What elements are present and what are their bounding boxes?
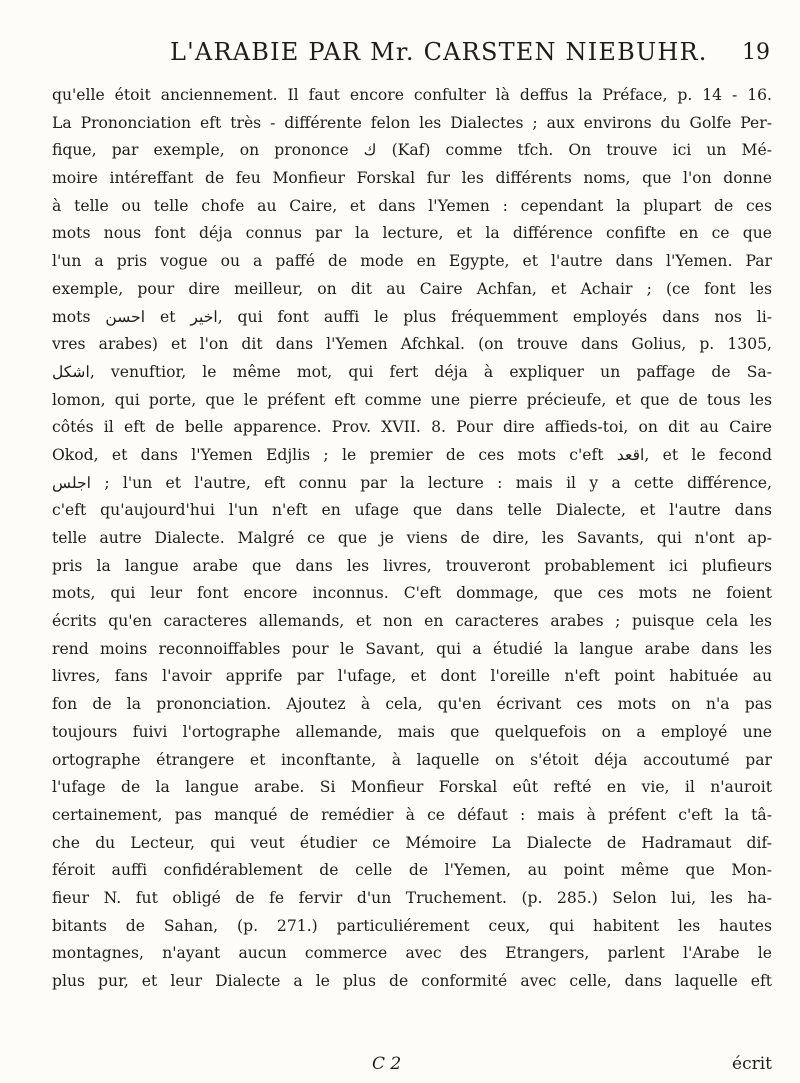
running-head: L'ARABIE PAR Mr. CARSTEN NIEBUHR. — [170, 38, 708, 66]
text-line: à telle ou telle chofe au Caire, et dans l'Yemen : cependant la plupart de ces — [52, 196, 772, 215]
text-line: mots احسن et اخير, qui font auffi le plus fréquemment employés dans nos li- — [52, 307, 772, 326]
page-number: 19 — [742, 40, 770, 65]
text-line: La Prononciation eft très - différente felon les Dialectes ; aux environs du Golfe Per- — [52, 113, 772, 132]
text-line: féroit auffi confidérablement de celle de l'Yemen, au point même que Mon- — [52, 861, 772, 880]
text-line: lomon, qui porte, que le préfent eft comme une pierre précieufe, et que de tous les — [52, 390, 772, 409]
text-line: c'eft qu'aujourd'hui l'un n'eft en ufage que dans telle Dialecte, et l'autre dans — [52, 501, 772, 520]
text-line: fieur N. fut obligé de fe fervir d'un Truchement. (p. 285.) Selon lui, les ha- — [52, 888, 772, 907]
text-line: mots, qui leur font encore inconnus. C'eft dommage, que ces mots ne foient — [52, 584, 772, 603]
text-line: اشكل, venuftior, le même mot, qui fert déja à expliquer un paffage de Sa- — [52, 362, 772, 381]
text-line: qu'elle étoit anciennement. Il faut encore confulter là deffus la Préface, p. 14 - 16. — [52, 86, 772, 104]
text-line: fon de la prononciation. Ajoutez à cela, qu'en écrivant ces mots on n'a pas — [52, 695, 772, 714]
text-line: livres, fans l'avoir apprife par l'ufage, et dont l'oreille n'eft point habituée au — [52, 667, 772, 686]
text-line: certainement, pas manqué de remédier à ce défaut : mais à préfent c'eft la tâ- — [52, 805, 772, 824]
text-line: fique, par exemple, on prononce ك (Kaf) comme tfch. On trouve ici un Mé- — [52, 141, 772, 160]
text-line: l'ufage de la langue arabe. Si Monfieur Forskal eût refté en vie, il n'auroit — [52, 778, 772, 797]
signature-mark: C 2 — [372, 1054, 402, 1074]
catchword: écrit — [732, 1054, 772, 1074]
text-line: exemple, pour dire meilleur, on dit au Caire Achfan, et Achair ; (ce font les — [52, 279, 772, 298]
text-line: pris la langue arabe que dans les livres, trouveront probablement ici plufieurs — [52, 556, 772, 575]
page-header — [170, 38, 770, 68]
text-line: écrits qu'en caracteres allemands, et non en caracteres arabes ; puisque cela les — [52, 612, 772, 631]
text-line: l'un a pris vogue ou a paffé de mode en Egypte, et l'autre dans l'Yemen. Par — [52, 252, 772, 271]
text-line: ortographe étrangere et inconftante, à laquelle on s'étoit déja accoutumé par — [52, 750, 772, 769]
text-line: moire intéreffant de feu Monfieur Forskal fur les différents noms, que l'on donne — [52, 169, 772, 188]
text-line: toujours fuivi l'ortographe allemande, mais que quelquefois on a employé une — [52, 722, 772, 741]
text-line: اجلس ; l'un et l'autre, eft connu par la lecture : mais il y a cette différence, — [52, 473, 772, 492]
text-line: bitants de Sahan, (p. 271.) particuliérement ceux, qui habitent les hautes — [52, 916, 772, 935]
text-line: che du Lecteur, qui veut étudier ce Mémoire La Dialecte de Hadramaut dif- — [52, 833, 772, 852]
body-text — [52, 82, 772, 996]
page-footer — [52, 1054, 772, 1078]
text-line: rend moins reconnoiffables pour le Savant, qui a étudié la langue arabe dans les — [52, 639, 772, 658]
text-line: montagnes, n'ayant aucun commerce avec des Etrangers, parlent l'Arabe le — [52, 944, 772, 963]
text-line: plus pur, et leur Dialecte a le plus de conformité avec celle, dans laquelle eft — [52, 972, 772, 990]
text-line: côtés il eft de belle apparence. Prov. XVII. 8. Pour dire affieds-toi, on dit au Caire — [52, 418, 772, 437]
text-line: mots nous font déja connus par la lecture, et la différence confifte en ce que — [52, 224, 772, 243]
text-line: Okod, et dans l'Yemen Edjlis ; le premier de ces mots c'eft اقعد, et le fecond — [52, 445, 772, 464]
text-line: telle autre Dialecte. Malgré ce que je viens de dire, les Savants, qui n'ont ap- — [52, 529, 772, 547]
text-line: vres arabes) et l'on dit dans l'Yemen Afchkal. (on trouve dans Golius, p. 1305, — [52, 335, 772, 354]
